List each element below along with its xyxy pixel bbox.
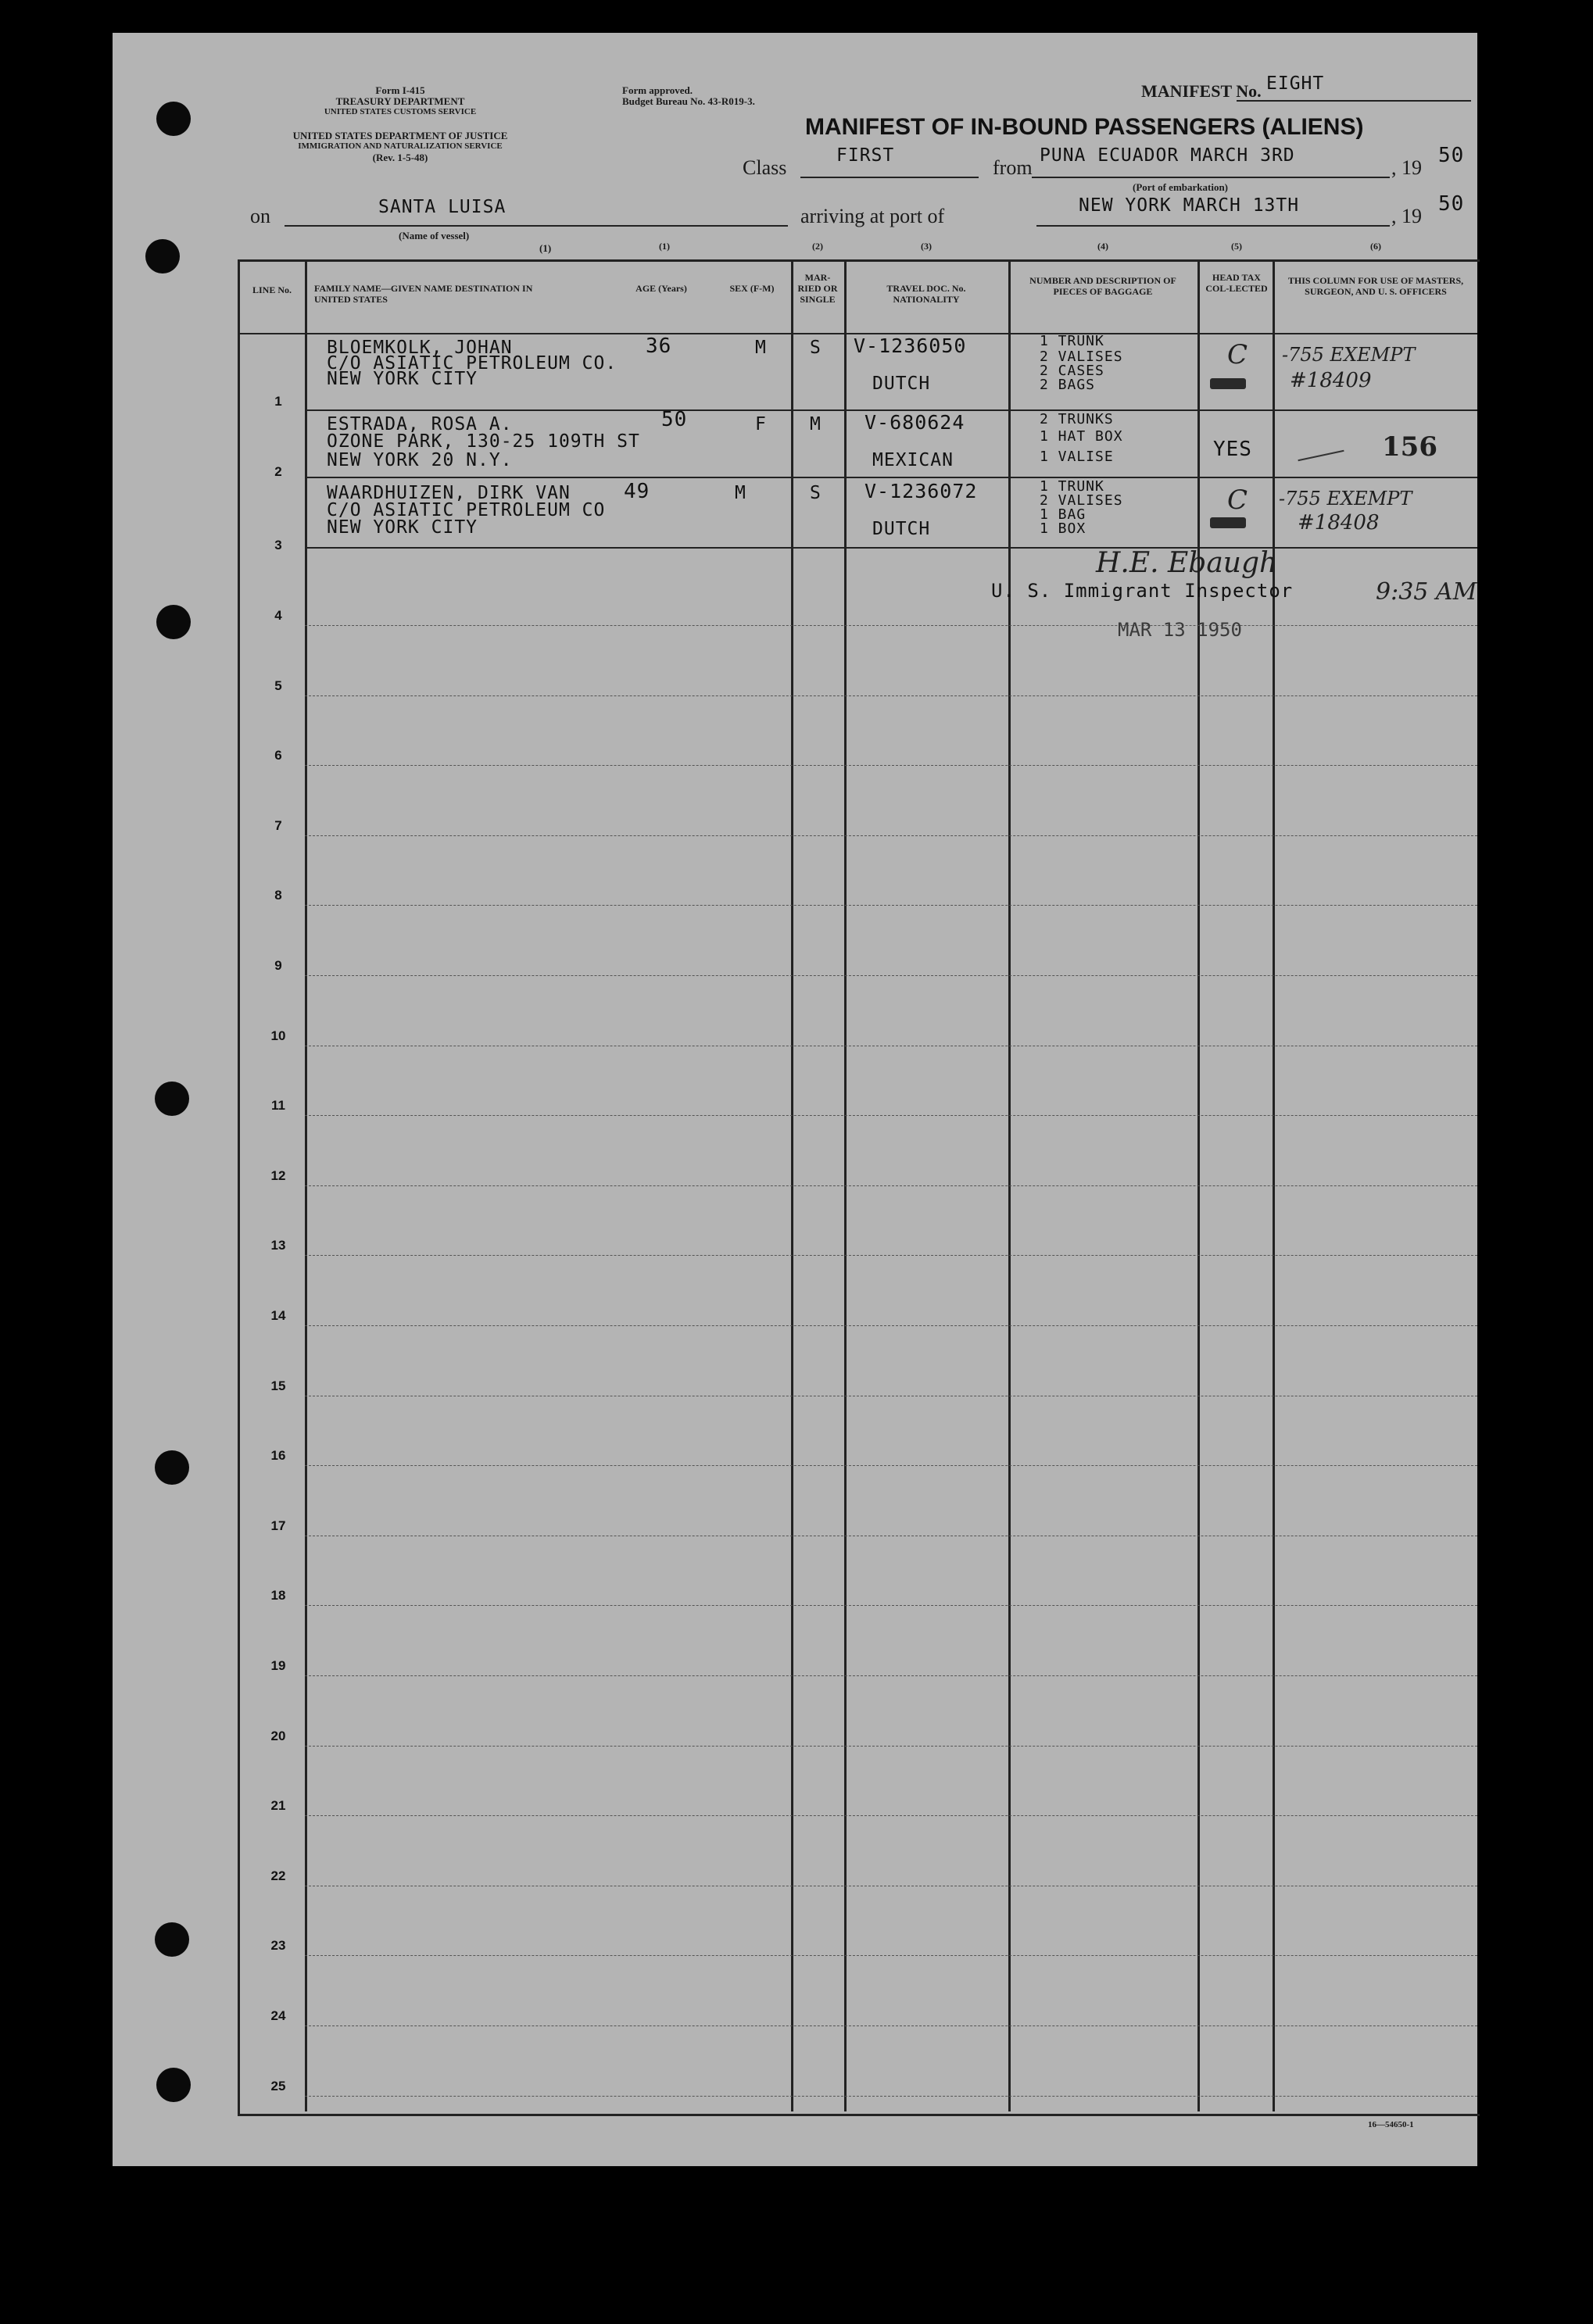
- line-number: 17: [270, 1518, 286, 1533]
- col-header-married: MAR-RIED OR SINGLE: [797, 272, 838, 305]
- baggage-item: 2 TRUNKS: [1040, 411, 1114, 427]
- baggage-item: 2 VALISES: [1040, 349, 1123, 365]
- manifest-title: MANIFEST OF IN-BOUND PASSENGERS (ALIENS): [805, 114, 1364, 140]
- passenger-marital: S: [810, 483, 822, 503]
- vessel-note: (Name of vessel): [399, 230, 470, 241]
- arrival-port: NEW YORK MARCH 13TH: [1079, 195, 1300, 216]
- baggage-item: 1 BAG: [1040, 506, 1086, 523]
- inspector-signature: H.E. Ebaugh: [1096, 547, 1278, 579]
- binder-hole: [156, 2068, 191, 2102]
- line-number: 20: [270, 1728, 286, 1743]
- budget-bureau: Budget Bureau No. 43-R019-3.: [622, 95, 755, 107]
- form-approved: Form approved.: [622, 84, 693, 96]
- binder-hole: [156, 605, 191, 639]
- arriving-label: arriving at port of: [800, 205, 945, 227]
- line-number: 10: [270, 1028, 286, 1043]
- vessel-name: SANTA LUISA: [378, 197, 507, 217]
- passenger-sex: M: [735, 483, 746, 503]
- line-number: 15: [270, 1378, 286, 1393]
- year-2: 50: [1438, 192, 1465, 216]
- passenger-destination: OZONE PARK, 130-25 109TH ST: [327, 431, 640, 452]
- passenger-city: NEW YORK CITY: [327, 517, 478, 538]
- binder-hole: [156, 102, 191, 136]
- table-row-line: [305, 625, 1477, 626]
- port-embarkation: PUNA ECUADOR MARCH 3RD: [1040, 145, 1295, 166]
- line-number: 19: [270, 1658, 286, 1673]
- treasury-dept: TREASURY DEPARTMENT: [335, 95, 465, 107]
- line-number: 11: [271, 1098, 285, 1114]
- col-num-married: (2): [812, 241, 823, 252]
- justice-dept: UNITED STATES DEPARTMENT OF JUSTICE: [292, 130, 508, 141]
- officer-note: #18409: [1290, 369, 1372, 392]
- line-number: 9: [274, 958, 282, 973]
- line-number: 1: [274, 394, 282, 409]
- table-row-line: [305, 1255, 1477, 1256]
- port-embarkation-note: (Port of embarkation): [1132, 181, 1229, 193]
- scribble-mark: [1210, 517, 1246, 528]
- table-row-line: [305, 835, 1477, 836]
- col-num-head-tax: (5): [1231, 241, 1242, 252]
- col-header-age: AGE (Years): [635, 283, 687, 294]
- from-label: from: [993, 156, 1033, 179]
- passenger-marital: S: [810, 338, 822, 358]
- passenger-city: NEW YORK 20 N.Y.: [327, 450, 513, 470]
- line-number: 5: [274, 678, 282, 693]
- table-row-line: [305, 1815, 1477, 1816]
- baggage-item: 1 BOX: [1040, 520, 1086, 537]
- officer-note: #18408: [1298, 511, 1380, 535]
- line-number: 14: [270, 1308, 286, 1323]
- passenger-nationality: DUTCH: [872, 519, 931, 539]
- passenger-marital: M: [810, 414, 822, 434]
- col-header-line: LINE No.: [252, 284, 292, 295]
- passenger-doc: V-1236072: [865, 480, 978, 502]
- table-row-line: [305, 905, 1477, 906]
- line-number: 25: [270, 2078, 286, 2093]
- table-row-line: [305, 1605, 1477, 1606]
- baggage-item: 2 CASES: [1040, 363, 1104, 379]
- line-number: 23: [270, 1938, 286, 1954]
- table-row-line: [305, 1465, 1477, 1466]
- table-row-line: [305, 2096, 1477, 2097]
- passenger-name: ESTRADA, ROSA A.: [327, 414, 513, 434]
- class-label: Class: [743, 156, 787, 179]
- line-number: 22: [270, 1868, 286, 1883]
- customs-service: UNITED STATES CUSTOMS SERVICE: [324, 107, 477, 116]
- table-row-line: [305, 1325, 1477, 1326]
- line-number: 16: [270, 1448, 286, 1464]
- passenger-nationality: DUTCH: [872, 374, 931, 394]
- line-number: 24: [270, 2008, 286, 2023]
- form-code: 16—54650-1: [1368, 2120, 1414, 2129]
- col-num-officers: (6): [1370, 241, 1381, 252]
- year-prefix-2: , 19: [1391, 205, 1422, 227]
- inspector-label: U. S. Immigrant Inspector: [991, 580, 1294, 602]
- table-row-line: [305, 1746, 1477, 1747]
- baggage-item: 2 VALISES: [1040, 492, 1123, 509]
- head-tax: C: [1227, 484, 1248, 516]
- passenger-sex: M: [755, 338, 767, 358]
- officer-note: -755 EXEMPT: [1282, 344, 1416, 366]
- table-row-line: [305, 1955, 1477, 1956]
- line-number: 2: [274, 464, 282, 479]
- baggage-item: 1 TRUNK: [1040, 478, 1104, 495]
- col-num-baggage: (4): [1097, 241, 1108, 252]
- line-number: 18: [270, 1588, 286, 1604]
- col-header-officers: THIS COLUMN FOR USE OF MASTERS, SURGEON, AND U. S. OFFICERS: [1287, 275, 1464, 297]
- binder-hole: [155, 1922, 189, 1957]
- baggage-item: 2 BAGS: [1040, 377, 1096, 393]
- form-number: Form I-415: [375, 84, 425, 96]
- passenger-age: 36: [646, 334, 672, 358]
- class-value: FIRST: [836, 145, 895, 166]
- baggage-item: 1 TRUNK: [1040, 333, 1104, 349]
- passenger-destination: C/O ASIATIC PETROLEUM CO: [327, 500, 606, 520]
- manifest-table: [238, 259, 1480, 2116]
- line-number: 21: [270, 1798, 286, 1814]
- col-header-name: FAMILY NAME—GIVEN NAME DESTINATION IN UNITED STATES: [314, 283, 533, 305]
- scribble-mark: [1210, 378, 1246, 389]
- table-row-line: [305, 2025, 1477, 2026]
- table-row-line: [305, 1185, 1477, 1186]
- head-tax: C: [1227, 339, 1248, 370]
- baggage-item: 1 VALISE: [1040, 449, 1114, 465]
- date-stamp: MAR 13 1950: [1118, 619, 1242, 641]
- line-number: 13: [270, 1238, 286, 1253]
- table-row-line: [305, 975, 1477, 976]
- col-num-age: (1): [659, 241, 670, 252]
- binder-hole: [155, 1082, 189, 1116]
- col-header-sex: SEX (F-M): [729, 283, 775, 294]
- on-label: on: [250, 205, 270, 227]
- table-row-line: [305, 765, 1477, 766]
- passenger-city: NEW YORK CITY: [327, 369, 478, 389]
- table-row-line: [305, 1675, 1477, 1676]
- ins-service: IMMIGRATION AND NATURALIZATION SERVICE: [298, 141, 503, 151]
- passenger-doc: V-1236050: [854, 334, 967, 357]
- year-1: 50: [1438, 144, 1465, 167]
- col-header-baggage: NUMBER AND DESCRIPTION OF PIECES OF BAGGAGE: [1029, 275, 1176, 297]
- line-number: 6: [274, 748, 282, 763]
- table-row-line: [305, 695, 1477, 696]
- officer-note: 156: [1382, 431, 1437, 463]
- col-header-head-tax: HEAD TAX COL-LECTED: [1205, 272, 1268, 294]
- manifest-number: EIGHT: [1266, 73, 1325, 94]
- line-number: 4: [274, 608, 282, 623]
- vessel-col-num: (1): [539, 242, 552, 254]
- head-tax: YES: [1213, 438, 1252, 461]
- passenger-name: WAARDHUIZEN, DIRK VAN: [327, 483, 571, 503]
- passenger-destination: C/O ASIATIC PETROLEUM CO.: [327, 353, 618, 374]
- line-number: 12: [270, 1167, 286, 1183]
- inspection-time: 9:35 AM: [1376, 578, 1477, 606]
- officer-note: -755 EXEMPT: [1279, 488, 1412, 509]
- col-header-travel-doc: TRAVEL DOC. No. NATIONALITY: [886, 283, 966, 305]
- passenger-sex: F: [755, 414, 767, 434]
- passenger-age: 49: [624, 480, 650, 503]
- manifest-label: MANIFEST No.: [1141, 81, 1262, 101]
- passenger-name: BLOEMKOLK, JOHAN: [327, 338, 513, 358]
- passenger-nationality: MEXICAN: [872, 450, 954, 470]
- table-row-line: [305, 1115, 1477, 1116]
- baggage-item: 1 HAT BOX: [1040, 428, 1123, 445]
- passenger-doc: V-680624: [865, 411, 965, 434]
- col-num-travel-doc: (3): [921, 241, 932, 252]
- binder-hole: [155, 1450, 189, 1485]
- year-prefix-1: , 19: [1391, 156, 1422, 179]
- line-number: 3: [274, 538, 282, 552]
- binder-hole: [145, 239, 180, 274]
- line-number: 7: [274, 817, 282, 833]
- form-revision: (Rev. 1-5-48): [372, 152, 428, 163]
- line-number: 8: [274, 888, 282, 903]
- passenger-age: 50: [661, 408, 688, 431]
